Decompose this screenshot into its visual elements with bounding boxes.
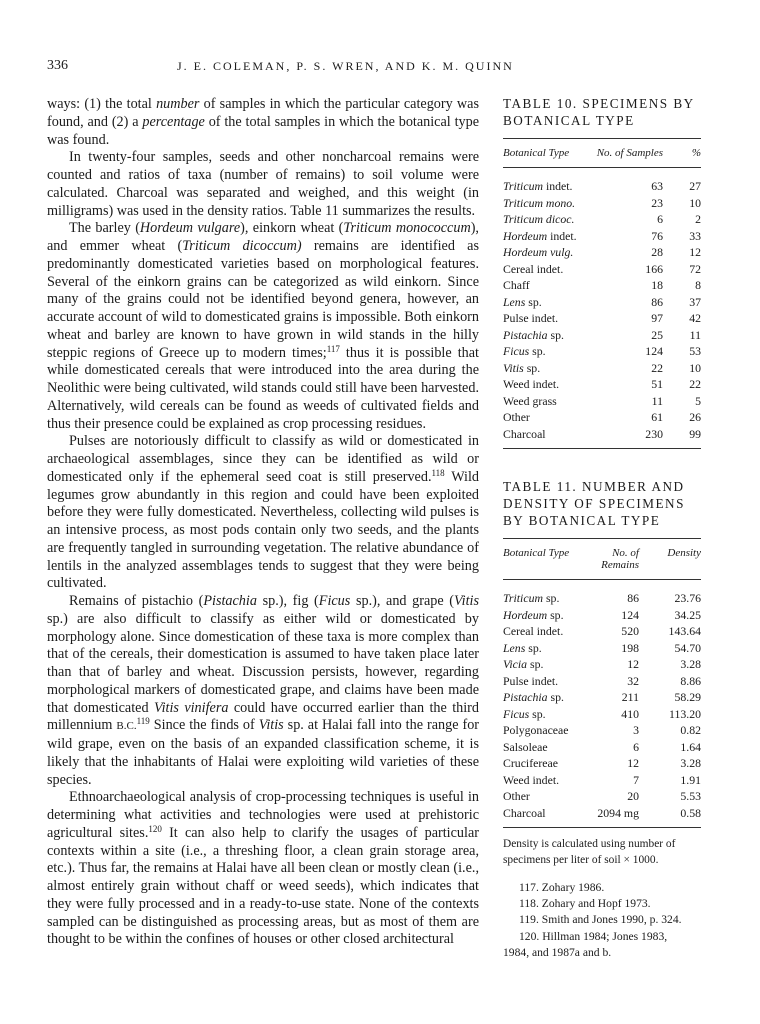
table-row: Cereal indet. 520 143.64 — [503, 624, 701, 638]
table-row: Triticum mono. 23 10 — [503, 195, 701, 210]
paragraph-4: Pulses are notoriously difficult to classify as wild or domesticated in archaeological assemblages, since they can be identified as wild or domesticated only if the ephemeral seed coat is still preserved.$^{118}$ Wild legumes grow abundantly in this region and could have been exploited before they were fully domesticated. Nevertheless, collecting wild pulses is an intensive process, as most pods contain only two seeds, and the plants are frequently tangled in surrounding vegetation. The relative abundance of lentils in the analyzed assemblages tends to suggest that they were being cultivated. — [47, 433, 479, 592]
paragraph-5: Remains of pistachio (Pistachia sp.), fig (Ficus sp.), and grape (Vitis sp.) are also difficult to classify as either wild or domesticated by morphology alone. Since domestication of these taxa is more complex than that of the cereals, their domestication is assumed to have taken place later than that of barley and wheat. Discussion persists, however, regarding morphological markers of domesticated grape, and claims have been made that domesticated Vitis vinifera could have occurred earlier than the third millennium B.C.$^{119}$ Since the finds of Vitis sp. at Halai fall into the range for wild grape, even on the basis of an expanded classification scheme, it is likely that the inhabitants of Halai were exploiting wild varieties of these species. — [47, 593, 480, 788]
footnote-120-continued: 1984, and 1987a and b. — [503, 945, 612, 959]
footnote-118: 118. Zohary and Hopf 1973. — [519, 897, 651, 911]
table-row: Hordeum indet. 76 33 — [503, 228, 701, 243]
table-row: Polygonaceae 3 0.82 — [503, 723, 701, 737]
footnote-117: 117. Zohary 1986. — [519, 881, 605, 894]
footnote-ref-119[interactable]: 119 — [136, 716, 150, 727]
table-row: Other 20 5.53 — [503, 789, 701, 803]
table-row: Charcoal 230 99 — [503, 426, 701, 441]
footnote-ref-120[interactable]: 120 — [148, 823, 162, 834]
table-11-note: Density is calculated using number of specimens per liter of soil × 1000. — [503, 838, 676, 866]
table-10-header: Botanical Type No. of Samples % — [503, 147, 701, 159]
footnote-ref-118[interactable]: 118 — [431, 467, 445, 478]
table-row: Cereal indet. 166 72 — [503, 261, 701, 276]
table-row: Weed grass 11 5 — [503, 393, 701, 408]
running-head: J. E. COLEMAN, P. S. WREN, AND K. M. QUINN — [177, 59, 514, 73]
table-row: Hordeum sp. 124 34.25 — [503, 607, 701, 622]
table-row: Weed indet. 51 22 — [503, 377, 701, 391]
table-11-body — [503, 590, 701, 821]
table-row: Vicia sp. 12 3.28 — [503, 657, 701, 671]
table-row: Ficus sp. 124 53 — [503, 344, 701, 358]
table-row: Charcoal 2094 mg 0.58 — [503, 805, 701, 820]
footnote-119: 119. Smith and Jones 1990, p. 324. — [519, 913, 682, 927]
table-11-header: Botanical Type No. of Remains Density — [503, 547, 701, 571]
table-row: Triticum sp. 86 23.76 — [503, 591, 701, 605]
table-row: Pulse indet. 97 42 — [503, 311, 701, 325]
table-row: Salsoleae 6 1.64 — [503, 739, 701, 754]
table-row: Chaff 18 8 — [503, 278, 701, 292]
table-row: Pistachia sp. 211 58.29 — [503, 690, 701, 704]
table-row: Pulse indet. 32 8.86 — [503, 673, 701, 688]
table-row: Triticum dicoc. 6 2 — [503, 212, 701, 226]
table-row: Pistachia sp. 25 11 — [503, 327, 701, 342]
page-header — [47, 58, 697, 78]
paragraph-6: Ethnoarchaeological analysis of crop-processing techniques is useful in determining what activities and technologies were used at prehistoric agricultural sites.$^{120}$ It can also help to clarify the usages of particular contexts within a site (i.e., a threshing floor, a clean grain storage area, etc.). Thus far, the remains at Halai have all been clean or mostly clean (i.e., almost entirely grain without chaff or weed seeds), which indicates that they were fully processed and in a ready-to-use state. None of the contexts sampled can be distinguished as processing areas, but as most of them are thought to be within the confines of houses or other closed architectural — [47, 789, 479, 948]
table-row: Weed indet. 7 1.91 — [503, 772, 701, 787]
table-row: Other 61 26 — [503, 410, 701, 424]
table-row: Ficus sp. 410 113.20 — [503, 706, 701, 721]
footnotes — [503, 880, 703, 961]
footnote-120: 120. Hillman 1984; Jones 1983, — [519, 929, 668, 943]
paragraph-2: In twenty-four samples, seeds and other noncharcoal remains were counted and ratios of taxa (number of remains) to soil volume were calculated. Charcoal was separated and weighed, and this weight (in milligrams) was used in the density ratios. Table 11 summarizes the results. — [47, 149, 479, 219]
table-row: Triticum indet. 63 27 — [503, 179, 701, 193]
table-11 — [503, 478, 701, 868]
paragraph-3: The barley (Hordeum vulgare), einkorn wheat (Triticum monococcum), and emmer wheat (Triticum dicoccum) remains are identified as predominantly domesticated varieties based on morphological features. Several of the einkorn grains can be categorized as wild einkorn. Since many of the grains could not be identified beyond genera, however, an accurate account of wild to domesticated grains is impossible. Both einkorn wheat and barley are known to have grown in wild stands in the hilly steppic regions of Greece up to modern times;$^{117}$ thus it is possible that while domesticated cereals that were introduced into the area during the Neolithic were being cultivated, wild stands could still have been harvested. Alternatively, wild cereals can be found as weeds of cultivated fields and thus their presence could be explained as crop processing residues. — [47, 220, 479, 432]
main-text-column — [47, 96, 479, 949]
table-row: Lens sp. 198 54.70 — [503, 640, 701, 655]
table-row: Vitis sp. 22 10 — [503, 360, 701, 375]
page-number: 336 — [47, 58, 68, 73]
footnote-ref-117[interactable]: 117 — [326, 343, 340, 354]
table-10 — [503, 95, 701, 449]
paragraph-1: ways: (1) the total number of samples in which the particular category was found, and (2) a percentage of the total samples in which the botanical type was found. — [47, 96, 479, 148]
table-row: Hordeum vulg. 28 12 — [503, 245, 701, 259]
table-row: Lens sp. 86 37 — [503, 294, 701, 309]
table-row: Crucifereae 12 3.28 — [503, 756, 701, 770]
table-10-title: TABLE 10. SPECIMENS BY BOTANICAL TYPE — [503, 96, 695, 128]
table-10-body — [503, 178, 701, 442]
table-11-title: TABLE 11. NUMBER AND DENSITY OF SPECIMENS BY BOTANICAL TYPE — [503, 479, 685, 528]
